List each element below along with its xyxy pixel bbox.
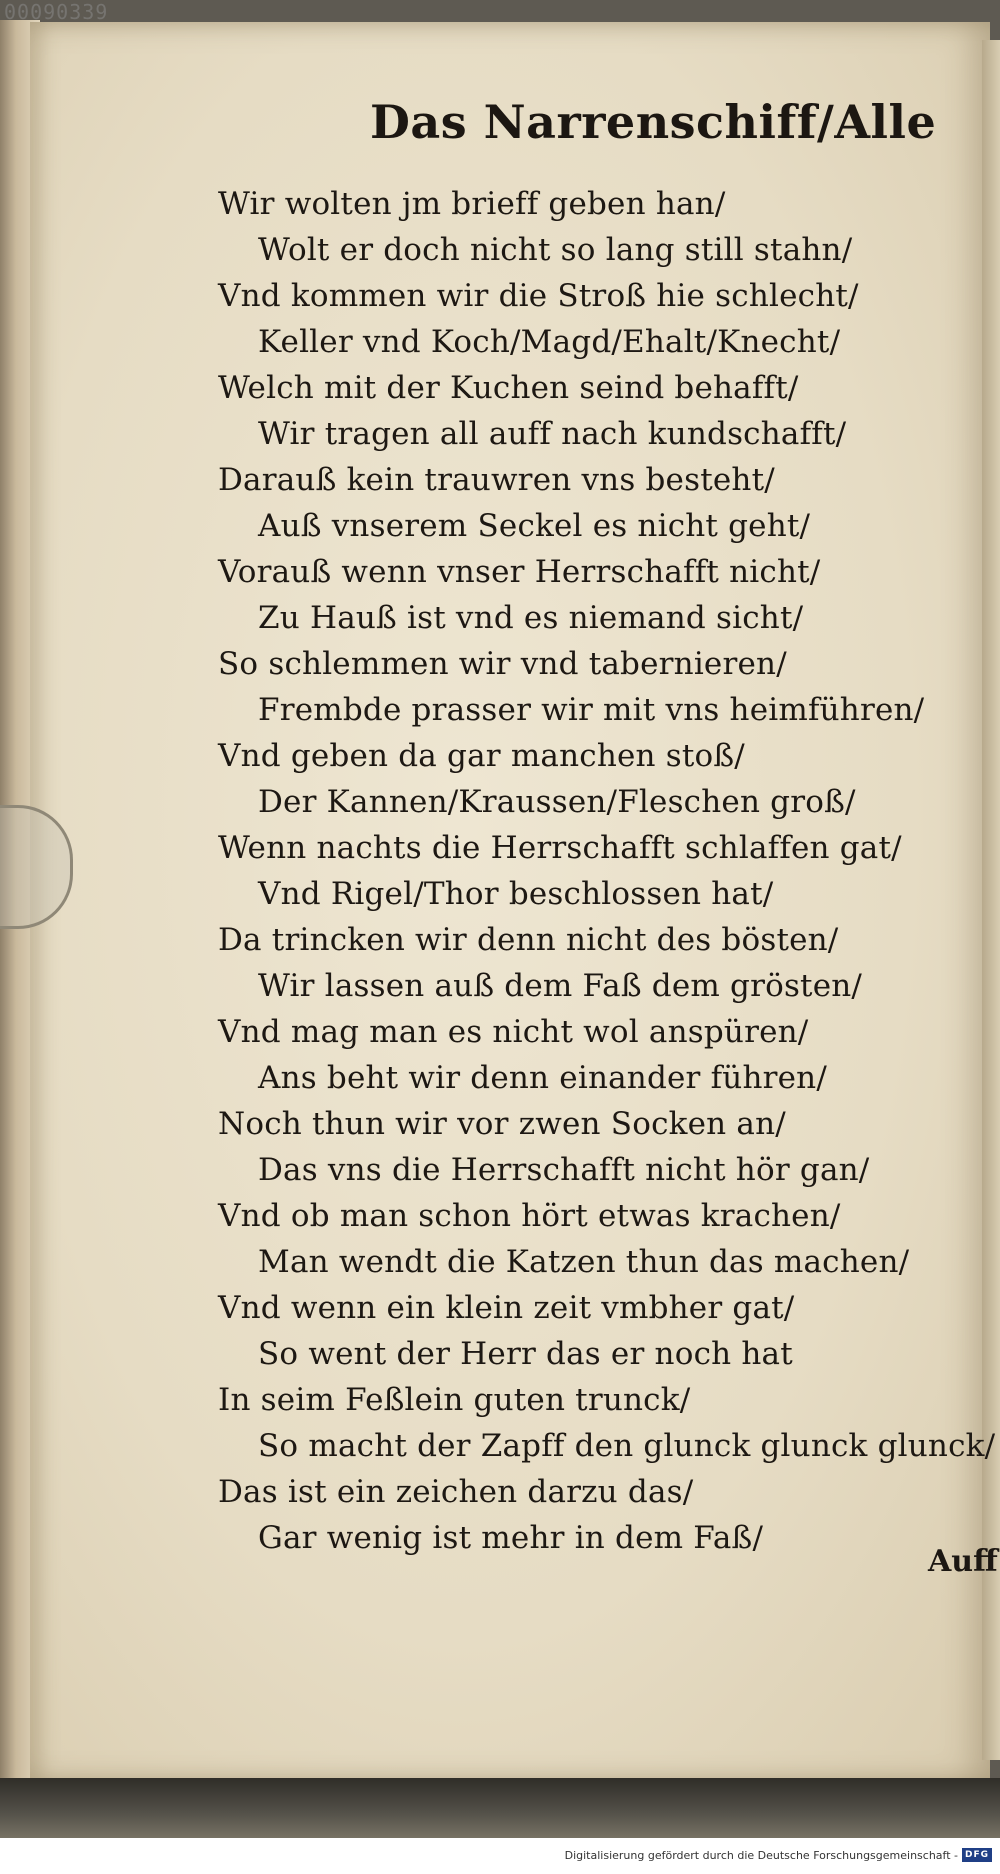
verse-line: Auß vnserem Seckel es nicht geht/ [258, 508, 811, 544]
verse-line: Darauß kein trauwren vns besteht/ [218, 462, 775, 498]
verse-line: Ans beht wir denn einander führen/ [258, 1060, 827, 1096]
verse-line: Der Kannen/Kraussen/Fleschen groß/ [258, 784, 856, 820]
verse-line: Wenn nachts die Herrschafft schlaffen gat/ [218, 830, 902, 866]
running-head: Das Narrenschiff/Alle [370, 95, 937, 149]
verse-line: Vnd geben da gar manchen stoß/ [218, 738, 745, 774]
verse-line: Gar wenig ist mehr in dem Faß/ [258, 1520, 764, 1556]
book-bottom-edge [0, 1778, 1000, 1838]
verse-line: So schlemmen wir vnd tabernieren/ [218, 646, 787, 682]
verse-line: Keller vnd Koch/Magd/Ehalt/Knecht/ [258, 324, 841, 360]
next-page-edge [982, 40, 1000, 1760]
verse-line: Vorauß wenn vnser Herrschafft nicht/ [218, 554, 821, 590]
verse-line: Wolt er doch nicht so lang still stahn/ [258, 232, 853, 268]
verse-line: Frembde prasser wir mit vns heimführen/ [258, 692, 925, 728]
verse-line: Welch mit der Kuchen seind behafft/ [218, 370, 799, 406]
footer-credit: Digitalisierung gefördert durch die Deutsche Forschungsgemeinschaft - [564, 1849, 958, 1862]
verse-line: Wir lassen auß dem Faß dem grösten/ [258, 968, 863, 1004]
verse-line: Das ist ein zeichen darzu das/ [218, 1474, 694, 1510]
verse-line: Wir tragen all auff nach kundschafft/ [258, 416, 847, 452]
verse-line: Vnd mag man es nicht wol anspüren/ [218, 1014, 809, 1050]
verse-line: Noch thun wir vor zwen Socken an/ [218, 1106, 786, 1142]
verse-line: Vnd wenn ein klein zeit vmbher gat/ [218, 1290, 795, 1326]
verse-line: Wir wolten jm brieff geben han/ [218, 186, 726, 222]
verse-line: In seim Feßlein guten trunck/ [218, 1382, 691, 1418]
verse-line: Man wendt die Katzen thun das machen/ [258, 1244, 910, 1280]
verse-line: Da trincken wir denn nicht des bösten/ [218, 922, 839, 958]
scan-id: 00090339 [4, 0, 109, 24]
verse-line: So macht der Zapff den glunck glunck glunck/ [258, 1428, 996, 1464]
verse-line: So went der Herr das er noch hat [258, 1336, 793, 1372]
verse-line: Das vns die Herrschafft nicht hör gan/ [258, 1152, 870, 1188]
verse-line: Vnd Rigel/Thor beschlossen hat/ [258, 876, 774, 912]
verse-line: Zu Hauß ist vnd es niemand sicht/ [258, 600, 804, 636]
verse-line: Vnd kommen wir die Stroß hie schlecht/ [218, 278, 859, 314]
verse-line: Vnd ob man schon hört etwas krachen/ [218, 1198, 841, 1234]
dfg-logo-icon: DFG [962, 1848, 992, 1862]
catchword: Auff [928, 1544, 998, 1579]
